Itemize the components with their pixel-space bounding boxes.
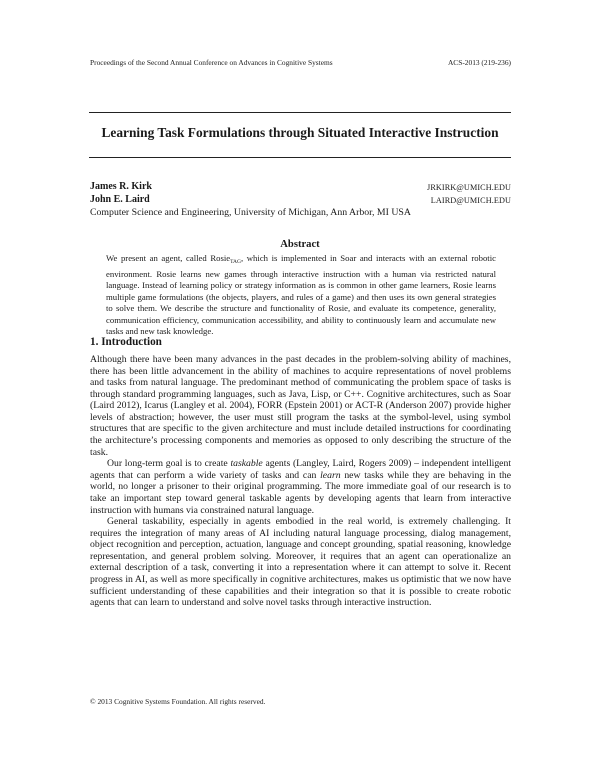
title-rule-bottom: [89, 157, 511, 158]
abstract-text-start: We present an agent, called Rosie: [106, 253, 231, 263]
abstract-heading: Abstract: [280, 239, 320, 250]
paragraph-2: [90, 458, 511, 516]
running-header-left: Proceedings of the Second Annual Conference on Advances in Cognitive Systems: [90, 58, 333, 67]
introduction-body: [90, 354, 511, 609]
title-rule-top: [89, 112, 511, 113]
affiliation: Computer Science and Engineering, University of Michigan, Ann Arbor, MI USA: [90, 207, 411, 218]
running-header-right: ACS-2013 (219-236): [447, 58, 511, 67]
paragraph-2-a: Our long-term goal is to create: [107, 458, 231, 470]
emphasis-taskable: taskable: [230, 458, 263, 470]
paper-title: Learning Task Formulations through Situated Interactive Instruction: [101, 125, 499, 140]
emphasis-learn: learn: [320, 469, 341, 481]
paragraph-1: Although there have been many advances in the past decades in the problem-solving ability of machines, there has been little advancement in the ability of machines to acquire representations of novel problems and tasks from natural language. The predominant method of communicating the problem space of tasks is through standard programming languages, such as Java, Lisp, or C++. Cognitive architectures, such as Soar (Laird 2012), Icarus (Langley et al. 2004), FORR (Epstein 2001) or ACT-R (Anderson 2007) provide higher levels of abstraction; however, the user must still program the tasks at the symbol-level, using symbol structures that are specific to the given architecture and must include detailed instructions for coordinating the architecture’s processing components and memories as opposed to only describing the structure of the task.: [90, 354, 511, 458]
author-name-2: John E. Laird: [90, 194, 150, 205]
author-name-1: James R. Kirk: [90, 181, 152, 192]
abstract-text: [106, 253, 496, 338]
copyright-footer: © 2013 Cognitive Systems Foundation. All rights reserved.: [90, 697, 266, 706]
author-email-2: LAIRD@UMICH.EDU: [430, 196, 511, 205]
paragraph-2-b: agents (Langley, Laird, Rogers 2009) – independent intelligent agents that can perform a wide variety of tasks and can: [90, 458, 512, 481]
abstract-text-rest: , which is implemented in Soar and interacts with an external robotic environment. Rosie learns new games through interactive instruction with a human via restricted natural language. Instead of learning policy or strategy information as is common in other game learners, Rosie learns multiple game formulations (the objects, players, and rules of a game) and then uses its own general strategies to solve them. We describe the structure and functionality of Rosie, and evaluate its competence, generality, communication efficiency, communication accessibility, and ability to continuously learn and accumulate new tasks and new task knowledge.: [106, 253, 496, 337]
author-email-1: JRKIRK@UMICH.EDU: [427, 183, 511, 192]
paragraph-2-c: new tasks while they are behaving in the world, no longer a prisoner to their original programming. The more immediate goal of our research is to take an important step toward general taskable agents by developing agents that learn from interactive instruction with humans via constrained natural language.: [90, 469, 512, 516]
section-heading-introduction: 1. Introduction: [90, 336, 162, 348]
abstract-subscript: TAG: [230, 259, 242, 265]
paragraph-3: General taskability, especially in agents embodied in the real world, is extremely challenging. It requires the integration of many areas of AI including natural language processing, dialog management, object recognition and perception, actuation, language and concept grounding, spatial reasoning, knowledge representation, and general problem solving. Moreover, it requires that an agent can operationalize an external description of a task, converting it into a representation where it can attempt to solve it. Recent progress in AI, as well as more specifically in cognitive architectures, makes us optimistic that we now have sufficient understanding of these capabilities and their integration so that it is possible to create robotic agents that can learn to understand and solve novel tasks through interactive instruction.: [90, 516, 511, 609]
